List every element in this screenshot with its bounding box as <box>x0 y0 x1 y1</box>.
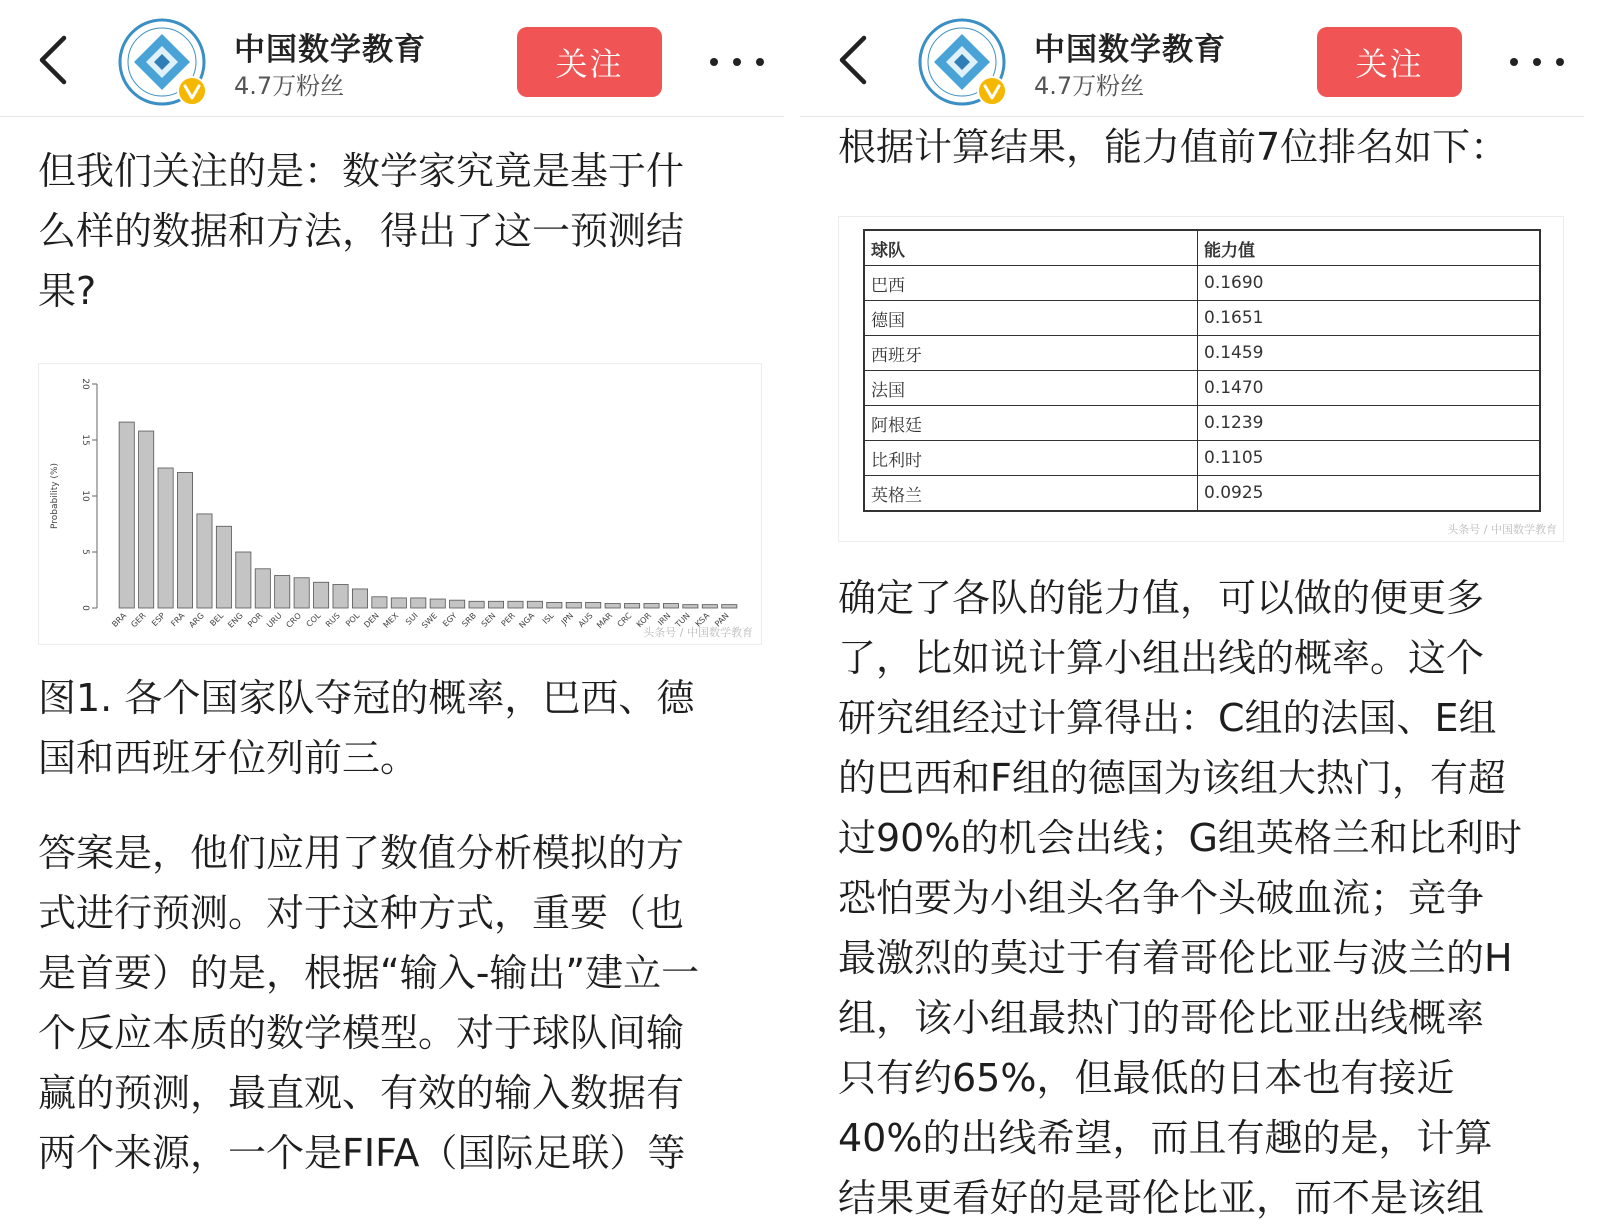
follow-button[interactable]: 关注 <box>517 27 662 97</box>
ability-cell: 0.0925 <box>1198 476 1541 512</box>
x-tick-label: SRB <box>460 611 479 629</box>
bar-nga <box>527 601 542 608</box>
figure-caption <box>38 668 758 788</box>
back-arrow-icon[interactable] <box>830 32 878 88</box>
ability-cell: 0.1651 <box>1198 301 1541 336</box>
ability-cell: 0.1459 <box>1198 336 1541 371</box>
follow-button[interactable]: 关注 <box>1317 27 1462 97</box>
text-line: 赢的预测，最直观、有效的输入数据有 <box>38 1071 685 1115</box>
text-line: 是首要）的是，根据“输入-输出”建立一 <box>38 951 700 995</box>
text-line: 个反应本质的数学模型。对于球队间输 <box>38 1011 685 1055</box>
more-options-icon[interactable] <box>706 44 768 80</box>
table-row <box>864 476 1540 512</box>
table-header-row <box>864 230 1540 266</box>
x-tick-label: POR <box>246 611 265 630</box>
bar-egy <box>450 600 465 608</box>
text-line: 确定了各队的能力值，可以做的便更多 <box>838 576 1485 620</box>
x-tick-label: GER <box>129 611 148 630</box>
bar-bel <box>216 526 231 608</box>
x-tick-label: IRN <box>656 611 673 628</box>
x-tick-label: PAN <box>713 611 731 629</box>
ability-cell: 0.1105 <box>1198 441 1541 476</box>
x-tick-label: POL <box>344 611 362 629</box>
team-cell: 法国 <box>864 371 1198 406</box>
table-row <box>864 406 1540 441</box>
bar-bra <box>119 422 134 608</box>
text-line: 图1. 各个国家队夺冠的概率，巴西、德 <box>38 676 695 720</box>
team-cell: 英格兰 <box>864 476 1198 512</box>
y-tick-label: 20 <box>80 378 90 390</box>
bar-srb <box>469 601 484 608</box>
table-row <box>864 371 1540 406</box>
y-axis-label: Probability (%) <box>50 462 60 530</box>
x-tick-label: EGY <box>441 611 459 629</box>
bar-crc <box>625 604 640 608</box>
bar-pan <box>722 605 737 608</box>
probability-bar-chart <box>39 364 761 644</box>
bar-isl <box>547 602 562 608</box>
x-tick-label: AUS <box>576 611 595 630</box>
x-tick-label: SUI <box>403 611 420 627</box>
x-tick-label: CRO <box>284 611 304 630</box>
x-tick-label: MAR <box>595 611 615 631</box>
team-cell: 西班牙 <box>864 336 1198 371</box>
x-tick-label: NGA <box>517 611 537 630</box>
bar-pol <box>352 589 367 608</box>
text-line: 答案是，他们应用了数值分析模拟的方 <box>38 831 685 875</box>
more-options-icon[interactable] <box>1506 44 1568 80</box>
bar-kor <box>644 604 659 608</box>
text-line: 式进行预测。对于这种方式，重要（也 <box>38 891 685 935</box>
team-cell: 比利时 <box>864 441 1198 476</box>
verified-badge-icon <box>178 77 206 105</box>
ability-cell: 0.1690 <box>1198 266 1541 301</box>
bar-mex <box>391 598 406 608</box>
y-tick-label: 10 <box>80 490 90 502</box>
text-line: 么样的数据和方法，得出了这一预测结 <box>38 209 685 253</box>
body-paragraph <box>838 568 1568 1228</box>
y-tick-label: 0 <box>80 605 90 611</box>
table-row <box>864 336 1540 371</box>
x-tick-label: COL <box>304 611 323 629</box>
back-arrow-icon[interactable] <box>30 32 78 88</box>
table-row <box>864 441 1540 476</box>
team-cell: 巴西 <box>864 266 1198 301</box>
y-tick-label: 15 <box>80 434 90 446</box>
table-row <box>864 266 1540 301</box>
answer-paragraph <box>38 823 758 1183</box>
table-watermark: 头条号 / 中国数学教育 <box>1447 523 1557 536</box>
x-tick-label: KSA <box>693 611 712 629</box>
ability-cell: 0.1470 <box>1198 371 1541 406</box>
bar-eng <box>236 552 251 608</box>
ability-ranking-table <box>863 229 1541 512</box>
intro-paragraph <box>38 141 758 321</box>
bar-esp <box>158 468 173 608</box>
x-tick-label: SWE <box>420 611 440 631</box>
text-line: 过90%的机会出线；G组英格兰和比利时 <box>838 816 1522 860</box>
text-line: 恐怕要为小组头名争个头破血流；竞争 <box>838 876 1485 920</box>
bar-rus <box>333 584 348 608</box>
x-tick-label: ARG <box>187 611 206 630</box>
x-tick-label: PER <box>499 611 517 629</box>
text-line: 根据计算结果，能力值前7位排名如下： <box>838 125 1509 169</box>
figure-watermark: 头条号 / 中国数学教育 <box>643 626 753 639</box>
text-line: 两个来源，一个是FIFA（国际足联）等 <box>38 1131 686 1175</box>
x-tick-label: ISL <box>540 611 556 626</box>
avatar[interactable] <box>916 16 1012 108</box>
ability-cell: 0.1239 <box>1198 406 1541 441</box>
left-article-pane <box>0 0 784 1197</box>
table-row <box>864 301 1540 336</box>
x-tick-label: BEL <box>208 611 226 629</box>
text-line: 的巴西和F组的德国为该组大热门，有超 <box>838 756 1506 800</box>
bar-sui <box>411 598 426 608</box>
x-tick-label: ENG <box>226 611 245 630</box>
right-article-pane <box>800 0 1584 1220</box>
bar-mar <box>605 604 620 608</box>
account-name[interactable]: 中国数学教育 <box>1034 32 1226 68</box>
fans-count: 4.7万粉丝 <box>1034 72 1145 100</box>
x-tick-label: MEX <box>381 611 401 630</box>
top-bar <box>800 0 1584 117</box>
x-tick-label: URU <box>265 611 284 630</box>
ability-table-figure[interactable] <box>838 216 1564 542</box>
x-tick-label: FRA <box>169 611 187 629</box>
bar-aus <box>586 602 601 608</box>
bar-cro <box>294 578 309 608</box>
bar-fra <box>177 472 192 608</box>
text-line: 但我们关注的是：数学家究竟是基于什 <box>38 149 685 193</box>
text-line: 只有约65%，但最低的日本也有接近 <box>838 1056 1455 1100</box>
text-line: 结果更看好的是哥伦比亚，而不是该组 <box>838 1176 1485 1220</box>
bar-irn <box>663 604 678 608</box>
x-tick-label: TUN <box>673 611 692 630</box>
bar-arg <box>197 514 212 608</box>
text-line: 国和西班牙位列前三。 <box>38 736 419 780</box>
bar-den <box>372 597 387 608</box>
bar-uru <box>275 576 290 608</box>
x-tick-label: CRC <box>615 611 634 629</box>
probability-chart-figure[interactable] <box>38 363 762 645</box>
bar-sen <box>488 601 503 608</box>
x-tick-label: SEN <box>479 611 498 629</box>
avatar[interactable] <box>116 16 212 108</box>
x-tick-label: RUS <box>323 611 342 630</box>
bar-col <box>314 582 329 608</box>
text-line: 最激烈的莫过于有着哥伦比亚与波兰的H <box>838 936 1513 980</box>
text-line: 果? <box>38 269 97 313</box>
bar-per <box>508 601 523 608</box>
bar-por <box>255 569 270 608</box>
x-tick-label: BRA <box>110 611 129 629</box>
x-tick-label: KOR <box>634 611 653 630</box>
ranking-intro <box>838 117 1568 177</box>
verified-badge-icon <box>978 77 1006 105</box>
bar-jpn <box>566 602 581 608</box>
bar-swe <box>430 599 445 608</box>
team-cell: 德国 <box>864 301 1198 336</box>
x-tick-label: ESP <box>150 611 168 628</box>
team-cell: 阿根廷 <box>864 406 1198 441</box>
top-bar <box>0 0 784 117</box>
column-header-team: 球队 <box>864 230 1198 266</box>
x-tick-label: JPN <box>559 611 576 627</box>
text-line: 组，该小组最热门的哥伦比亚出线概率 <box>838 996 1485 1040</box>
bar-tun <box>683 605 698 608</box>
bar-ger <box>139 431 154 608</box>
column-header-ability: 能力值 <box>1198 230 1541 266</box>
account-name[interactable]: 中国数学教育 <box>234 32 426 68</box>
text-line: 研究组经过计算得出：C组的法国、E组 <box>838 696 1497 740</box>
text-line: 了，比如说计算小组出线的概率。这个 <box>838 636 1485 680</box>
bar-ksa <box>702 605 717 608</box>
x-tick-label: DEN <box>362 611 381 630</box>
fans-count: 4.7万粉丝 <box>234 72 345 100</box>
y-tick-label: 5 <box>80 549 90 555</box>
text-line: 40%的出线希望，而且有趣的是，计算 <box>838 1116 1493 1160</box>
